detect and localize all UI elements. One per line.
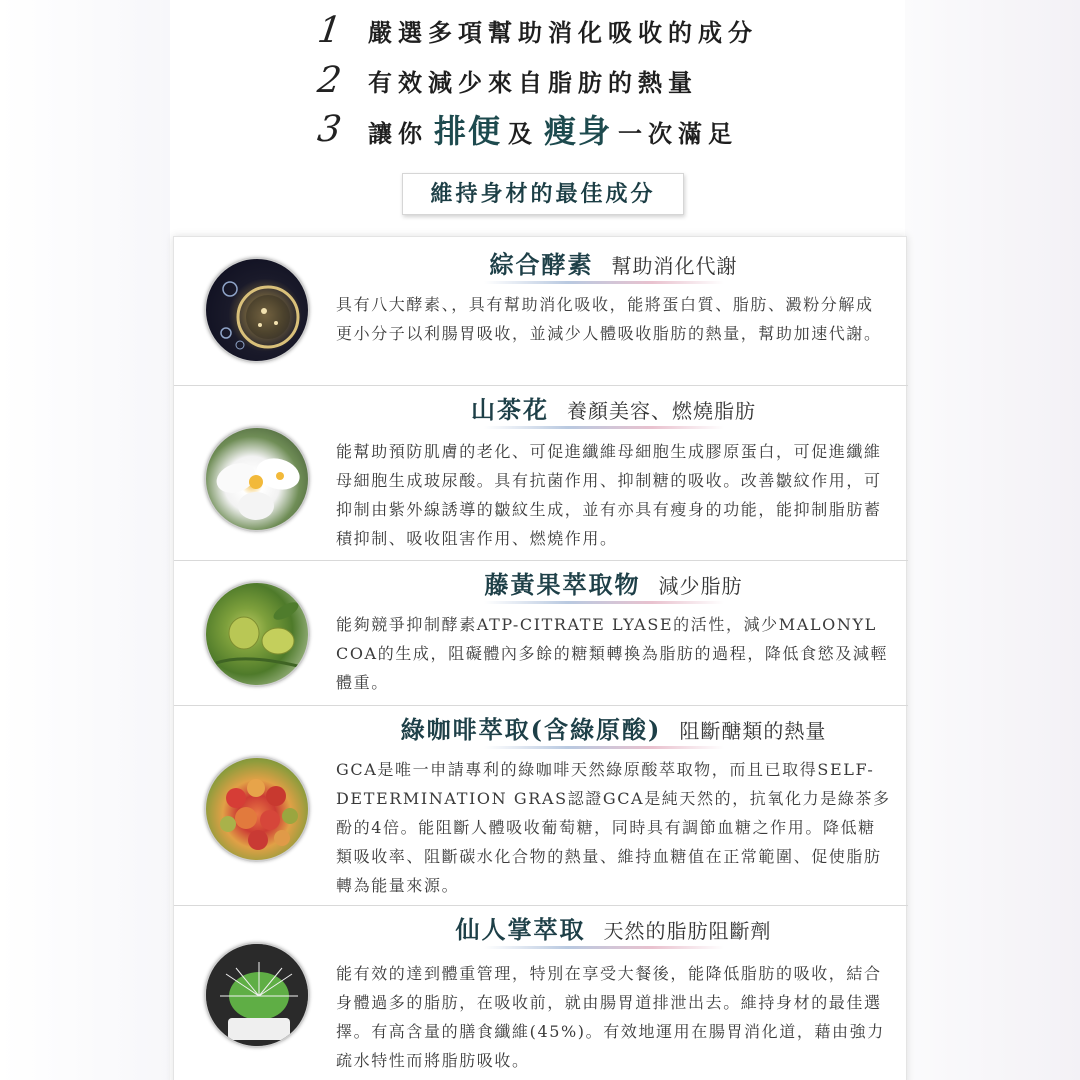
headline-text: 嚴選多項幫助消化吸收的成分	[368, 17, 758, 47]
title-underline	[484, 426, 724, 429]
ingredient-subtitle: 減少脂肪	[658, 574, 743, 598]
ingredient-item	[174, 237, 908, 386]
ingredient-description: GCA是唯一申請專利的綠咖啡天然綠原酸萃取物，而且已取得SELF-DETERMINATION GRAS認證GCA是純天然的，抗氧化力是綠茶多酚的4倍。能阻斷人體吸收葡萄糖，同時具有調節血糖之作用。降低糖類吸收率、阻斷碳水化合物的熱量、維持血糖值在正常範圍、促使脂肪轉為能量來源。	[336, 760, 891, 895]
ingredient-name: 山茶花	[471, 395, 549, 424]
enzyme-bubbles-icon	[204, 257, 310, 363]
ingredient-title	[339, 392, 888, 428]
title-underline	[484, 601, 724, 604]
headline-emphasis-2: 瘦身	[544, 112, 613, 150]
ingredient-description: 具有八大酵素、，具有幫助消化吸收，能將蛋白質、脂肪、澱粉分解成更小分子以利腸胃吸收，並減少人體吸收脂肪的熱量，幫助加速代謝。	[336, 295, 882, 343]
ingredients-card	[173, 236, 907, 1080]
headline-number: 1	[315, 9, 344, 51]
ingredient-name: 綠咖啡萃取(含綠原酸)	[400, 715, 662, 744]
ingredient-description: 能幫助預防肌膚的老化、可促進纖維母細胞生成膠原蛋白，可促進纖維母細胞生成玻尿酸。具有抗菌作用、抑制糖的吸收。改善皺紋作用，可抑制由紫外線誘導的皺紋生成，並有亦具有瘦身的功能，能抑制脂肪蓄積抑制、吸收阻害作用、燃燒作用。	[336, 442, 882, 548]
headline-pre: 讓你	[368, 119, 428, 148]
headline-1	[315, 8, 838, 52]
garcinia-fruit-icon	[204, 581, 310, 687]
title-underline	[484, 281, 724, 284]
background-right	[905, 0, 1080, 1080]
headline-number: 2	[315, 59, 344, 101]
ingredient-subtitle: 天然的脂肪阻斷劑	[603, 919, 772, 943]
ingredient-title	[339, 912, 888, 948]
background-left	[0, 0, 170, 1080]
ingredient-description: 能有效的達到體重管理，特別在享受大餐後，能降低脂肪的吸收，結合身體過多的脂肪，在吸收前，就由腸胃道排泄出去。維持身材的最佳選擇。有高含量的膳食纖維(45%)。有效地運用在腸胃消化道，藉由強力疏水特性而將脂肪吸收。	[336, 964, 885, 1070]
ingredient-item	[174, 561, 908, 706]
ingredient-name: 藤黃果萃取物	[484, 570, 641, 599]
ingredient-item	[174, 706, 908, 906]
coffee-cherries-icon	[204, 756, 310, 862]
ingredient-title	[339, 712, 888, 748]
ingredient-name: 綜合酵素	[489, 250, 594, 279]
headline-text: 有效減少來自脂肪的熱量	[368, 67, 698, 97]
ingredient-subtitle: 幫助消化代謝	[611, 254, 738, 278]
ingredient-subtitle: 阻斷醣類的熱量	[679, 719, 827, 743]
ingredient-item	[174, 386, 908, 561]
ingredient-item	[174, 906, 908, 1080]
headline-3	[315, 107, 838, 151]
headline-emphasis-1: 排便	[434, 112, 503, 150]
ingredient-title	[339, 567, 888, 603]
section-title: 維持身材的最佳成分	[402, 173, 684, 215]
headline-post: 一次滿足	[618, 119, 739, 148]
camellia-flower-icon	[204, 426, 310, 532]
headline-2	[315, 58, 838, 102]
cactus-icon	[204, 942, 310, 1048]
ingredient-subtitle: 養顏美容、燃燒脂肪	[567, 399, 756, 423]
headline-number: 3	[315, 108, 344, 150]
title-underline	[484, 746, 724, 749]
title-underline	[484, 946, 724, 949]
headline-text	[368, 106, 738, 152]
ingredient-name: 仙人掌萃取	[455, 915, 586, 944]
ingredient-title	[339, 247, 888, 283]
ingredient-description: 能夠競爭抑制酵素ATP-CITRATE LYASE的活性，減少MALONYL COA的生成，阻礙體內多餘的糖類轉換為脂肪的過程，降低食慾及減輕體重。	[336, 615, 889, 692]
headline-mid: 及	[508, 119, 539, 148]
